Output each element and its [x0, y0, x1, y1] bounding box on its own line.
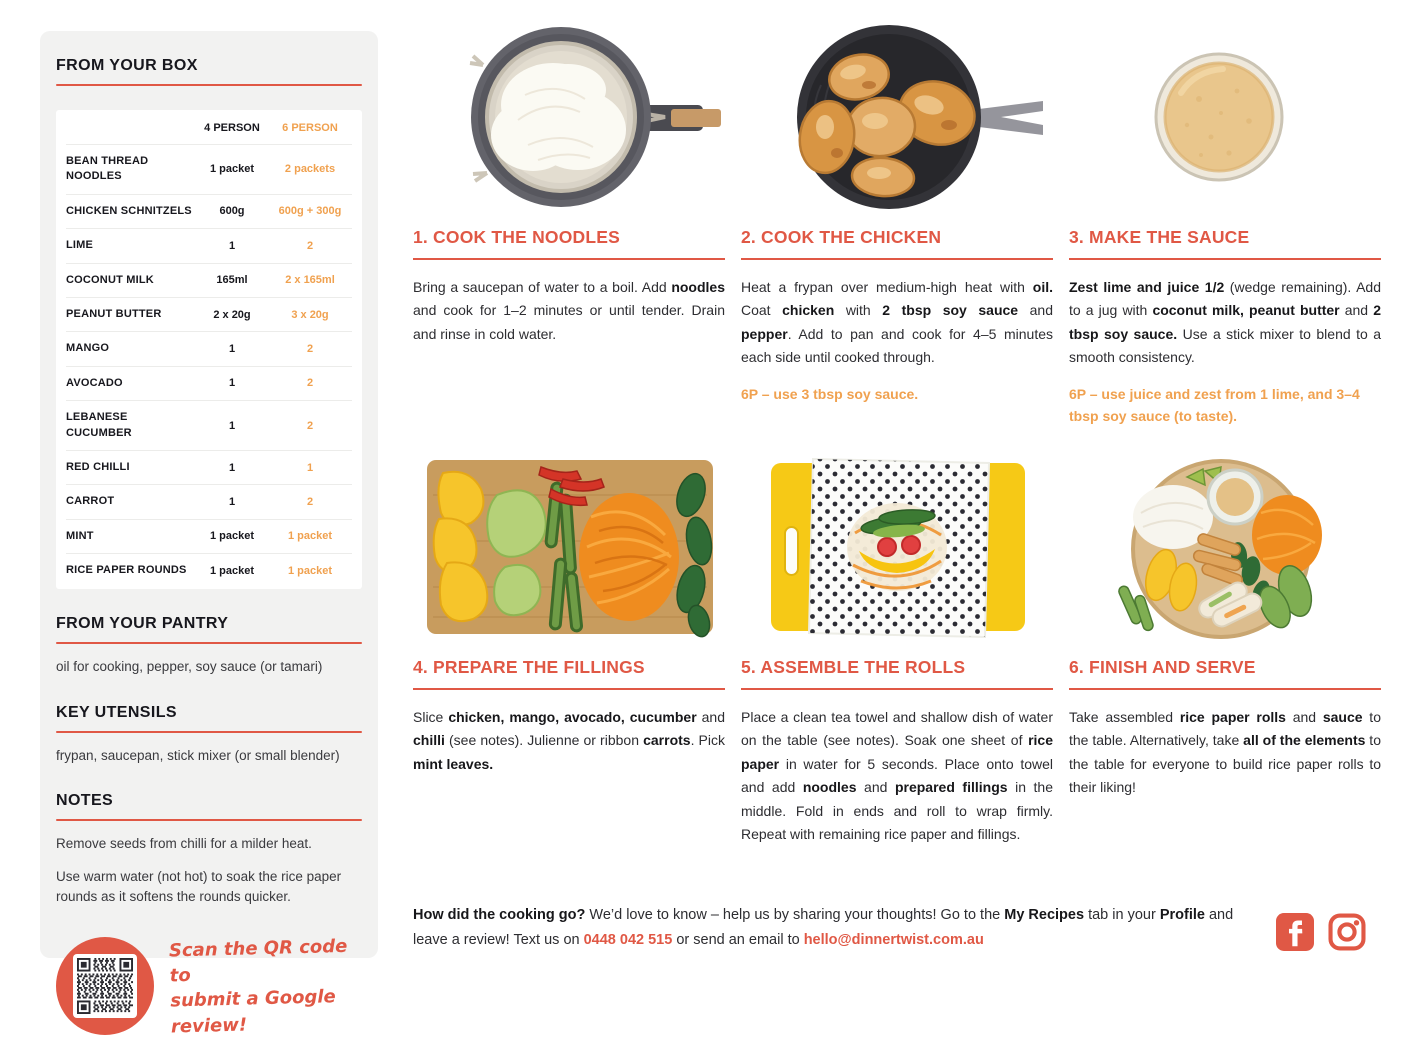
notes-section	[56, 792, 362, 908]
table-row	[66, 519, 352, 553]
note-line: Remove seeds from chilli for a milder heat.	[56, 835, 312, 851]
table-row	[66, 297, 352, 331]
pantry-title: FROM YOUR PANTRY	[56, 615, 229, 633]
step-title: 2. COOK THE CHICKEN	[741, 227, 1053, 260]
qr-caption	[169, 933, 364, 1039]
step-4-prepare-the-fillings	[413, 455, 725, 846]
pantry-text: oil for cooking, pepper, soy sauce (or tamari)	[56, 659, 323, 675]
step-title: 1. COOK THE NOODLES	[413, 227, 725, 260]
facebook-icon[interactable]	[1276, 913, 1314, 951]
instagram-icon[interactable]	[1328, 913, 1366, 951]
step-instructions: Zest lime and juice 1/2 (wedge remaining). Add to a jug with coconut milk, peanut butter and 2 tbsp soy sauce. Use a stick mixer to blend to a smooth consistency.	[1069, 279, 1381, 366]
table-row	[66, 400, 352, 450]
section-divider	[56, 84, 362, 86]
utensils-text: frypan, saucepan, stick mixer (or small blender)	[56, 747, 340, 763]
step-3-make-the-sauce	[1069, 25, 1381, 455]
step-instructions: Bring a saucepan of water to a boil. Add noodles and cook for 1–2 minutes or until tender. Drain and rinse in cold water.	[413, 279, 725, 342]
step-instructions: Heat a frypan over medium-high heat with oil. Coat chicken with 2 tbsp soy sauce and pepper. Add to pan and cook for 4–5 minutes each side until cooked through.	[741, 279, 1053, 366]
serving-platter-photo	[1069, 455, 1381, 640]
ingredient-name: LEBANESE CUCUMBER	[66, 411, 132, 439]
ingredient-name: COCONUT MILK	[66, 273, 154, 286]
table-row	[66, 450, 352, 484]
table-row	[66, 228, 352, 262]
social-links	[1276, 903, 1380, 951]
ingredient-name: LIME	[66, 239, 94, 252]
col-6-person: 6 PERSON	[282, 122, 338, 134]
step-6p-note: 6P – use 3 tbsp soy sauce.	[741, 385, 919, 402]
ingredient-name: PEANUT BUTTER	[66, 307, 162, 320]
col-4-person: 4 PERSON	[204, 122, 260, 134]
qty-4p: 1	[228, 343, 236, 356]
ingredients-table	[56, 110, 362, 589]
qr-code-icon	[73, 954, 137, 1018]
sauce-jar-illustration	[1069, 25, 1381, 210]
step-title: 5. ASSEMBLE THE ROLLS	[741, 657, 1053, 690]
ingredient-name: RICE PAPER ROUNDS	[66, 564, 187, 577]
qty-4p: 165ml	[216, 274, 248, 287]
table-row	[66, 194, 352, 228]
from-your-box-section	[56, 57, 362, 589]
qty-4p: 1	[228, 495, 236, 508]
utensils-title: KEY UTENSILS	[56, 703, 177, 721]
qty-6p: 1	[306, 461, 314, 474]
qty-6p: 2	[306, 343, 314, 356]
qr-caption-line-2: submit a Google review!	[170, 986, 336, 1037]
step-2-cook-the-chicken	[741, 25, 1053, 455]
step-5-assemble-the-rolls	[741, 455, 1053, 846]
qty-4p: 600g	[219, 205, 245, 218]
noodles-strainer-photo	[413, 25, 725, 210]
qty-6p: 3 x 20g	[291, 308, 329, 321]
ingredient-name: CHICKEN SCHNITZELS	[66, 204, 192, 217]
footer	[413, 903, 1380, 954]
section-divider	[56, 731, 362, 733]
ingredient-name: AVOCADO	[66, 376, 123, 389]
table-row	[66, 331, 352, 365]
ingredient-name: MANGO	[66, 342, 110, 355]
fillings-board-photo	[413, 455, 725, 640]
qty-4p: 1	[228, 239, 236, 252]
step-title: 4. PREPARE THE FILLINGS	[413, 657, 725, 690]
steps-grid	[413, 25, 1380, 846]
ingredient-name: BEAN THREAD NOODLES	[66, 155, 149, 183]
step-1-cook-the-noodles	[413, 25, 725, 455]
qty-6p: 2	[306, 239, 314, 252]
ingredient-name: CARROT	[66, 495, 115, 508]
chicken-frypan-photo	[741, 25, 1053, 210]
qty-6p: 1 packet	[287, 564, 333, 577]
qr-code-badge[interactable]	[56, 937, 154, 1035]
qty-6p: 2	[306, 495, 314, 508]
email-link[interactable]: hello@dinnertwist.com.au	[803, 932, 984, 949]
table-header-row	[66, 112, 352, 144]
serving-platter-illustration	[1069, 455, 1381, 640]
chicken-frypan-illustration	[741, 25, 1053, 210]
qty-6p: 600g + 300g	[278, 205, 342, 218]
roll-assembly-photo	[741, 455, 1053, 640]
qty-4p: 1 packet	[209, 163, 255, 176]
sidebar	[40, 31, 378, 1037]
qty-4p: 1 packet	[209, 564, 255, 577]
key-utensils-section	[56, 704, 362, 766]
ingredient-name: MINT	[66, 529, 94, 542]
qr-caption-line-1: Scan the QR code to	[168, 935, 348, 987]
qty-4p: 2 x 20g	[213, 308, 251, 321]
qty-6p: 2	[306, 377, 314, 390]
roll-assembly-illustration	[741, 455, 1053, 640]
qty-4p: 1 packet	[209, 530, 255, 543]
qty-6p: 2	[306, 419, 314, 432]
step-instructions: Take assembled rice paper rolls and sauce to the table. Alternatively, take all of the elements to the table for everyone to build rice paper rolls to their liking!	[1069, 709, 1381, 796]
phone-link[interactable]: 0448 042 515	[583, 932, 673, 949]
qty-6p: 1 packet	[287, 530, 333, 543]
table-row	[66, 263, 352, 297]
fillings-board-illustration	[413, 455, 725, 640]
step-6-finish-and-serve	[1069, 455, 1381, 846]
notes-title: NOTES	[56, 791, 114, 809]
ingredient-name: RED CHILLI	[66, 460, 130, 473]
qty-6p: 2 x 165ml	[285, 274, 335, 287]
section-divider	[56, 642, 362, 644]
noodles-strainer-illustration	[413, 25, 725, 210]
table-row	[66, 366, 352, 400]
qty-6p: 2 packets	[284, 163, 336, 176]
qty-4p: 1	[228, 377, 236, 390]
step-title: 3. MAKE THE SAUCE	[1069, 227, 1381, 260]
step-instructions: Place a clean tea towel and shallow dish of water on the table (see notes). Soak one sheet of rice paper in water for 5 seconds. Place onto towel and add noodles and prepared fillings in the middle. Fold in ends and roll to wrap firmly. Repeat with remaining rice paper and fillings.	[741, 709, 1054, 842]
step-6p-note: 6P – use juice and zest from 1 lime, and 3–4 tbsp soy sauce (to taste).	[1069, 385, 1360, 424]
section-divider	[56, 819, 362, 821]
qty-4p: 1	[228, 419, 236, 432]
qty-4p: 1	[228, 461, 236, 474]
google-review-block	[56, 936, 362, 1037]
note-line: Use warm water (not hot) to soak the rice paper rounds as it softens the rounds quicker.	[56, 869, 342, 905]
from-your-pantry-section	[56, 615, 362, 677]
sauce-jar-photo	[1069, 25, 1381, 210]
step-title: 6. FINISH AND SERVE	[1069, 657, 1381, 690]
table-row	[66, 553, 352, 587]
step-instructions: Slice chicken, mango, avocado, cucumber and chilli (see notes). Julienne or ribbon carrots. Pick mint leaves.	[413, 709, 726, 772]
table-row	[66, 144, 352, 194]
from-your-box-title: FROM YOUR BOX	[56, 57, 198, 74]
table-row	[66, 484, 352, 518]
footer-feedback-text: How did the cooking go? We’d love to know – help us by sharing your thoughts! Go to the My Recipes tab in your Profile and leave a review! Text us on 0448 042 515 or send an email to hello@dinnertwist.com.au	[413, 907, 1234, 949]
